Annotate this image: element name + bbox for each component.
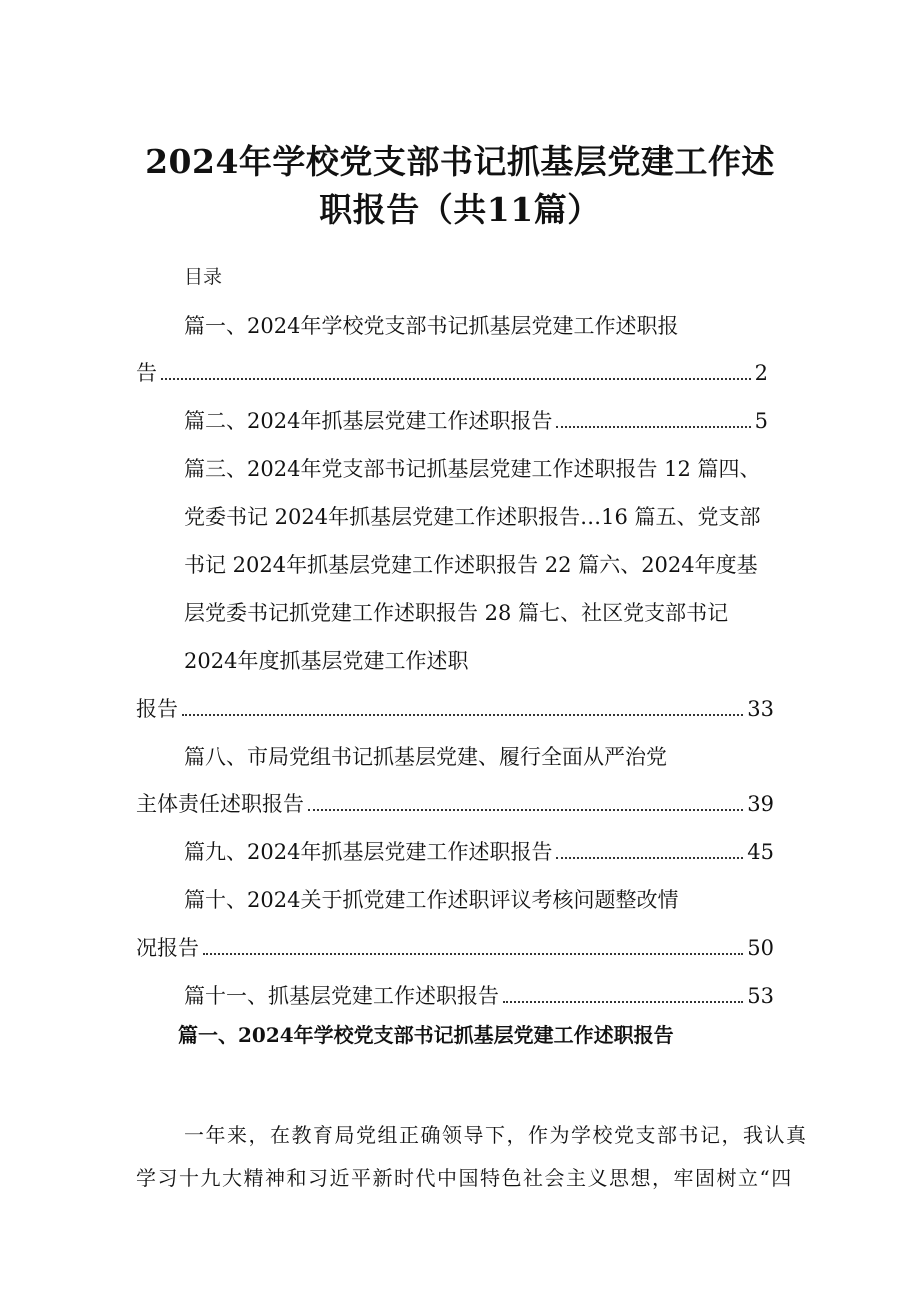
- toc-run-line-1[interactable]: 篇三、2024年党支部书记抓基层党建工作述职报告 12 篇四、: [184, 457, 761, 481]
- toc-run-line-2[interactable]: 党委书记 2024年抓基层党建工作述职报告…16 篇五、党支部: [184, 505, 761, 529]
- toc-entry-9[interactable]: [184, 838, 774, 866]
- toc-entry-1-line-1[interactable]: 篇一、2024年学校党支部书记抓基层党建工作述职报: [184, 314, 679, 338]
- toc-run-line-4[interactable]: 层党委书记抓党建工作述职报告 28 篇七、社区党支部书记: [184, 601, 729, 625]
- toc-entry-8-page: 39: [747, 792, 774, 816]
- toc-entry-8-text: 主体责任述职报告: [136, 792, 304, 816]
- toc-entry-7-page: 33: [747, 697, 774, 721]
- toc-run-line-3[interactable]: 书记 2024年抓基层党建工作述职报告 22 篇六、2024年度基: [184, 553, 758, 577]
- toc-entry-7-text: 报告: [136, 697, 178, 721]
- toc-leader-dots: [203, 935, 743, 955]
- toc-entry-10-text: 况报告: [136, 936, 199, 960]
- toc-entry-10-line-1[interactable]: 篇十、2024关于抓党建工作述职评议考核问题整改情: [184, 888, 679, 912]
- toc-entry-1-text: 告: [136, 361, 157, 385]
- toc-leader-dots: [308, 791, 743, 811]
- toc-entry-8-line-2[interactable]: [136, 790, 774, 818]
- toc-label: 目录: [184, 266, 223, 288]
- toc-entry-9-text: 篇九、2024年抓基层党建工作述职报告: [184, 840, 553, 864]
- toc-entry-10-line-2[interactable]: [136, 934, 774, 962]
- toc-entry-7-line-2[interactable]: [136, 695, 774, 723]
- title-line-1: 2024年学校党支部书记抓基层党建工作述: [145, 142, 775, 181]
- section-heading: 篇一、2024年学校党支部书记抓基层党建工作述职报告: [178, 1023, 674, 1047]
- toc-entry-2-text: 篇二、2024年抓基层党建工作述职报告: [184, 409, 553, 433]
- toc-entry-1-page: 2: [754, 361, 768, 385]
- toc-entry-2[interactable]: [184, 407, 768, 435]
- title-line-2: 职报告（共11篇）: [319, 190, 601, 229]
- toc-entry-10-page: 50: [747, 936, 774, 960]
- toc-entry-11[interactable]: [184, 982, 774, 1010]
- toc-entry-1-line-2[interactable]: [136, 359, 768, 387]
- toc-leader-dots: [182, 696, 743, 716]
- toc-entry-11-page: 53: [747, 984, 774, 1008]
- body-line-1: 一年来，在教育局党组正确领导下，作为学校党支部书记，我认真: [184, 1123, 808, 1147]
- toc-entry-2-page: 5: [754, 409, 768, 433]
- toc-entry-9-page: 45: [747, 840, 774, 864]
- toc-entry-11-text: 篇十一、抓基层党建工作述职报告: [184, 984, 499, 1008]
- toc-leader-dots: [161, 360, 751, 380]
- toc-leader-dots: [503, 983, 743, 1003]
- toc-entry-8-line-1[interactable]: 篇八、市局党组书记抓基层党建、履行全面从严治党: [184, 745, 667, 769]
- toc-leader-dots: [556, 408, 750, 428]
- body-line-2: 学习十九大精神和习近平新时代中国特色社会主义思想，牢固树立“四: [136, 1166, 793, 1190]
- toc-leader-dots: [556, 839, 743, 859]
- toc-run-line-5[interactable]: 2024年度抓基层党建工作述职: [184, 649, 469, 673]
